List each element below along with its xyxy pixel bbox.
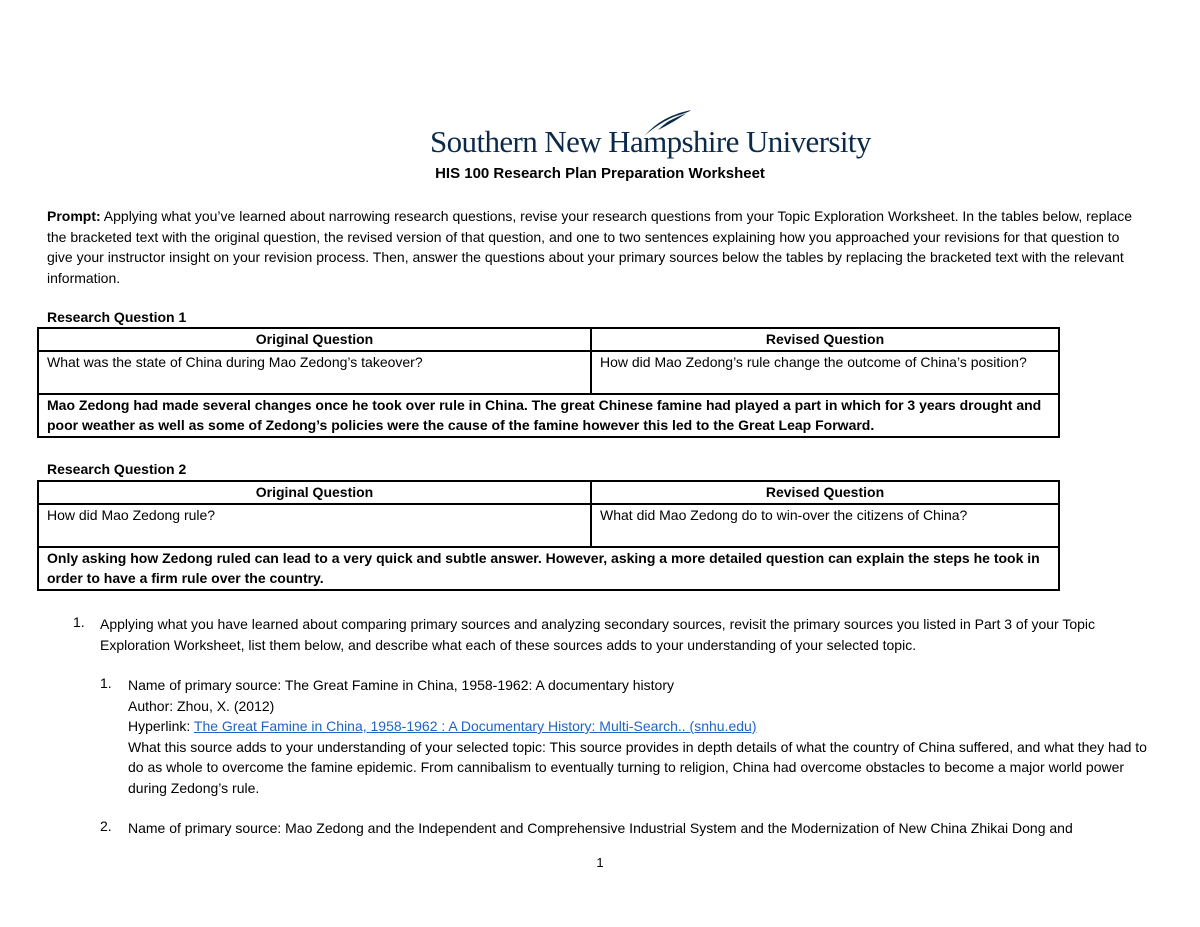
- original-question-header: Original Question: [38, 481, 591, 504]
- hyperlink-label: Hyperlink:: [128, 718, 194, 734]
- source-2-number: 2.: [100, 818, 112, 834]
- page-number: 1: [596, 855, 604, 870]
- university-logo: [430, 108, 871, 160]
- revised-question-header: Revised Question: [591, 481, 1059, 504]
- revision-explanation-cell: Only asking how Zedong ruled can lead to a very quick and subtle answer. However, asking a more detailed question can explain the steps he took in order to have a firm rule over the country.: [38, 547, 1059, 590]
- source-1-name: Name of primary source: The Great Famine in China, 1958-1962: A documentary history: [128, 677, 675, 693]
- original-question-cell: How did Mao Zedong rule?: [38, 504, 591, 547]
- question-1-number: 1.: [73, 614, 85, 630]
- research-question-2-table: [37, 480, 1060, 591]
- prompt-paragraph: [47, 206, 1147, 288]
- revised-question-cell: What did Mao Zedong do to win-over the citizens of China?: [591, 504, 1059, 547]
- research-question-1-label: Research Question 1: [47, 309, 187, 325]
- source-1-contribution: What this source adds to your understanding of your selected topic: This source provides in depth details of what the country of China suffered, and what they had to do as whole to overcome the famine epidemic. From cannibalism to eventually turning to religion, China had overcome obstacles to become a major world power during Zedong’s rule.: [128, 738, 1147, 796]
- prompt-text: Applying what you’ve learned about narrowing research questions, revise your research questions from your Topic Exploration Worksheet. In the tables below, replace the bracketed text with the original question, the revised version of that question, and one to two sentences explaining how you approached your revisions for that question to give your instructor insight on your revision process. Then, answer the questions about your primary sources below the tables by replacing the bracketed text with the relevant information.: [47, 208, 1133, 286]
- source-2-name: Name of primary source: Mao Zedong and the Independent and Comprehensive Industrial System and the Modernization of New China Zhikai Dong and: [128, 820, 1073, 836]
- source-1-author: Author: Zhou, X. (2012): [128, 697, 275, 714]
- source-1-entry: [128, 675, 1153, 798]
- page-title: HIS 100 Research Plan Preparation Worksheet: [435, 165, 765, 182]
- logo-text: Southern New Hampshire University: [430, 124, 871, 159]
- revision-explanation-cell: Mao Zedong had made several changes once he took over rule in China. The great Chinese famine had played a part in which for 3 years drought and poor weather as well as some of Zedong’s policies were the cause of the famine however this led to the Great Leap Forward.: [38, 394, 1059, 437]
- question-1-text: Applying what you have learned about comparing primary sources and analyzing secondary sources, revisit the primary sources you listed in Part 3 of your Topic Exploration Worksheet, list them below, and describe what each of these sources adds to your understanding of your selected topic.: [100, 616, 1096, 653]
- original-question-header: Original Question: [38, 328, 591, 351]
- source-1-hyperlink[interactable]: The Great Famine in China, 1958-1962 : A Documentary History: Multi-Search.. (snhu.edu): [193, 718, 757, 734]
- research-question-2-label: Research Question 2: [47, 461, 187, 477]
- source-1-number: 1.: [100, 675, 112, 691]
- prompt-label: Prompt:: [47, 208, 101, 224]
- original-question-cell: What was the state of China during Mao Zedong’s takeover?: [38, 351, 591, 394]
- source-1-hyperlink-line: [128, 716, 1153, 737]
- research-question-1-table: [37, 327, 1060, 438]
- revised-question-header: Revised Question: [591, 328, 1059, 351]
- revised-question-cell: How did Mao Zedong’s rule change the outcome of China’s position?: [591, 351, 1059, 394]
